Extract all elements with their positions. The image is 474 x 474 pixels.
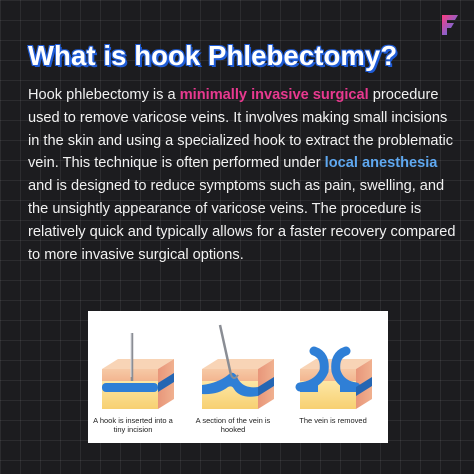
paragraph-text-3: and is designed to reduce symptoms such as pain, swelling, and the unsightly appearance of varicose veins. The procedure is relatively quick and typically allows for a faster recovery compared to more invasive surgical options. [28,178,456,263]
caption-step-3: The vein is removed [299,416,367,425]
step-2-skin-block [202,325,274,409]
page-title: What is hook Phlebectomy? [28,40,398,71]
caption-step-2: A section of the vein is hooked [195,416,271,434]
paragraph-text-1: Hook phlebectomy is a [28,87,180,103]
paragraph-text-2: procedure used to remove varicose veins. It involves making small incisions in the skin and using a specialized hook to extract the problematic vein. This technique is often performed under [28,87,454,172]
step-1-skin-block [102,333,174,409]
description-paragraph [28,84,458,266]
step-3-skin-block [300,351,372,409]
brand-flag-icon [439,12,461,38]
highlight-minimally-invasive: minimally invasive surgical [179,87,369,103]
caption-step-1: A hook is inserted into a tiny incision [93,416,173,434]
procedure-illustration [88,311,388,443]
highlight-local-anesthesia: local anesthesia [324,155,438,172]
